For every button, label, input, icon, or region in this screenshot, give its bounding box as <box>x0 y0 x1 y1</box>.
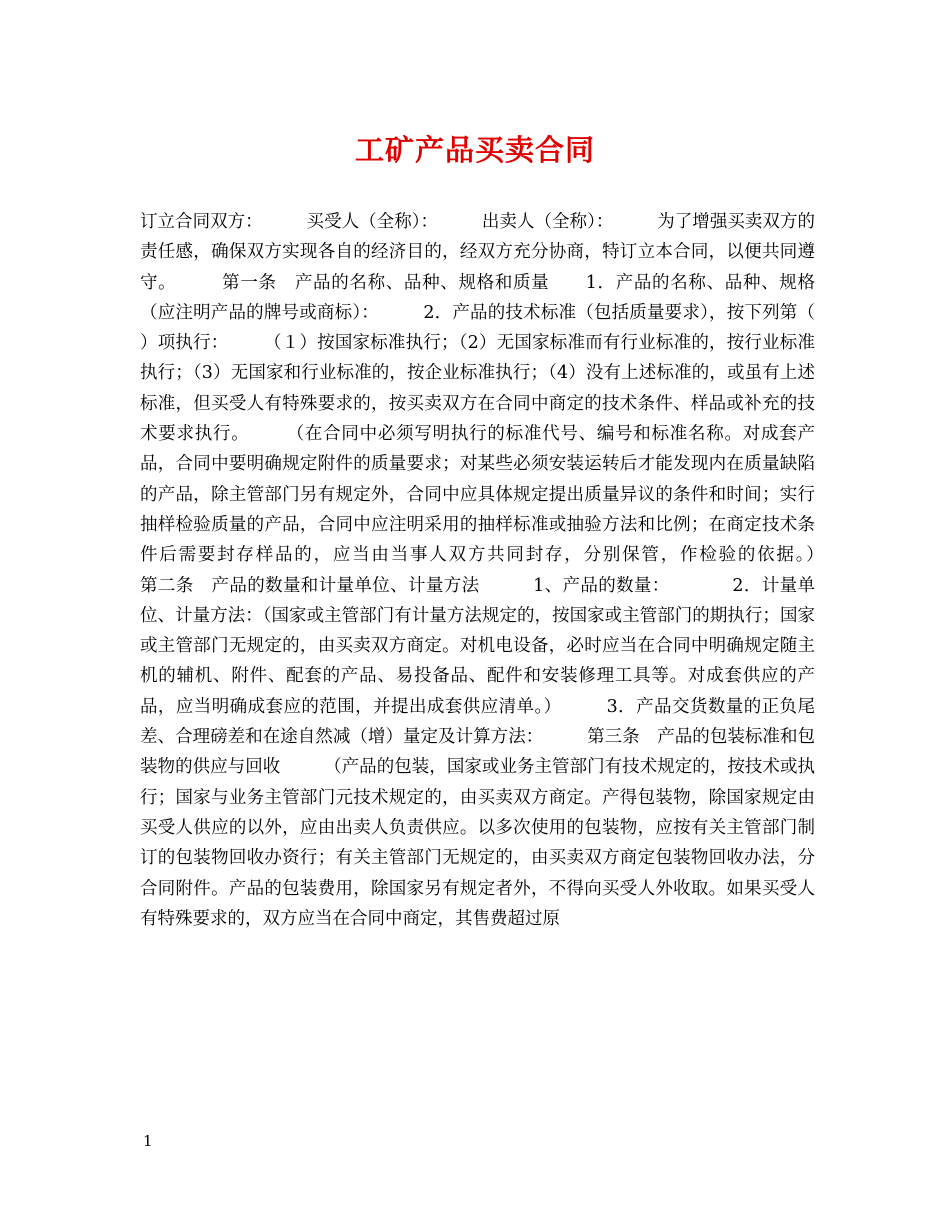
document-title: 工矿产品买卖合同 <box>354 133 595 167</box>
page-number: 1 <box>143 1132 153 1150</box>
contract-body-text: 订立合同双方： 买受人（全称）： 出卖人（全称）： 为了增强买卖双方的责任感，确保双方实现各自的经济目的，经双方充分协商，特订立本合同，以便共同遵守。 第一条 产品的名称、品种、规格和质量 1．产品的名称、品种、规格（应注明产品的牌号或商标）： 2．产品的技术标准（包括质量要求），按下列第（ ）项执行： （１）按国家标准执行；（2）无国家标准而有行业标准的，按行业标准执行；（3）无国家和行业标准的，按企业标准执行；（4）没有上述标准的，或虽有上述标准，但买受人有特殊要求的，按买卖双方在合同中商定的技术条件、样品或补充的技术要求执行。 （在合同中必须写明执行的标准代号、编号和标准名称。对成套产品，合同中要明确规定附件的质量要求；对某些必须安装运转后才能发现内在质量缺陷的产品，除主管部门另有规定外，合同中应具体规定提出质量异议的条件和时间；实行抽样检验质量的产品，合同中应注明采用的抽样标准或抽验方法和比例；在商定技术条件后需要封存样品的，应当由当事人双方共同封存，分别保管，作检验的依据。） 第二条 产品的数量和计量单位、计量方法 1、产品的数量： 2．计量单位、计量方法：（国家或主管部门有计量方法规定的，按国家或主管部门的期执行；国家或主管部门无规定的，由买卖双方商定。对机电设备，必时应当在合同中明确规定随主机的辅机、附件、配套的产品、易投备品、配件和安装修理工具等。对成套供应的产品，应当明确成套应的范围，并提出成套供应清单。） 3．产品交货数量的正负尾差、合理磅差和在途自然减（增）量定及计算方法： 第三条 产品的包装标准和包装物的供应与回收 （产品的包装，国家或业务主管部门有技术规定的，按技术或执行；国家与业务主管部门元技术规定的，由买卖双方商定。产得包装物，除国家规定由买受人供应的以外，应由出卖人负责供应。以多次使用的包装物，应按有关主管部门制订的包装物回收办资行；有关主管部门无规定的，由买卖双方商定包装物回收办法，分合同附件。产品的包装费用，除国家另有规定者外，不得向买受人外收取。如果买受人有特殊要求的，双方应当在合同中商定，其售费超过原 <box>140 212 868 929</box>
